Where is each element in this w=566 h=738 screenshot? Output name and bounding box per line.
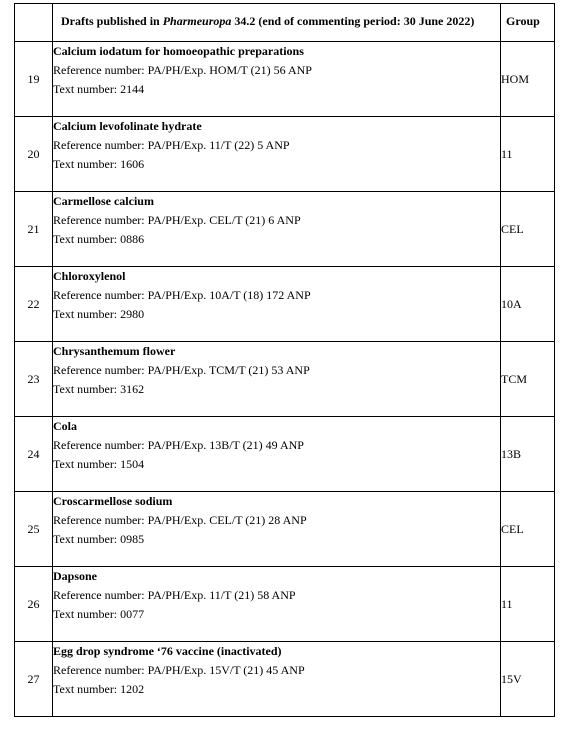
row-number: 25 [15,492,53,567]
row-title: Chrysanthemum flower [53,344,176,358]
row-description [53,192,501,267]
row-title: Chloroxylenol [53,269,126,283]
row-description [53,117,501,192]
row-text-number: Text number: 1202 [53,682,145,696]
row-number: 27 [15,642,53,717]
row-reference: Reference number: PA/PH/Exp. TCM/T (21) 53 ANP [53,363,310,377]
row-group: CEL [501,192,555,267]
header-title-cell [53,4,501,42]
row-description [53,42,501,117]
row-group: 11 [501,567,555,642]
row-reference: Reference number: PA/PH/Exp. HOM/T (21) 56 ANP [53,63,312,77]
table-row [15,117,555,192]
header-title-suffix: 34.2 (end of commenting period: 30 June 2022) [231,14,475,28]
drafts-table [14,3,555,717]
row-description [53,267,501,342]
row-group: TCM [501,342,555,417]
row-number: 22 [15,267,53,342]
table-row [15,192,555,267]
row-description [53,492,501,567]
row-number: 19 [15,42,53,117]
row-number: 23 [15,342,53,417]
row-text-number: Text number: 0077 [53,607,145,621]
row-reference: Reference number: PA/PH/Exp. CEL/T (21) 28 ANP [53,513,307,527]
row-reference: Reference number: PA/PH/Exp. 11/T (21) 58 ANP [53,588,296,602]
table-row [15,567,555,642]
row-text-number: Text number: 2144 [53,82,145,96]
table-row [15,492,555,567]
header-number-cell [15,4,53,42]
table-row [15,42,555,117]
table-row [15,342,555,417]
row-number: 24 [15,417,53,492]
row-title: Calcium levofolinate hydrate [53,119,202,133]
row-number: 26 [15,567,53,642]
row-group: CEL [501,492,555,567]
row-description [53,417,501,492]
row-group: 11 [501,117,555,192]
table-row [15,267,555,342]
row-group: HOM [501,42,555,117]
row-title: Dapsone [53,569,98,583]
table-header-row [15,4,555,42]
row-description [53,642,501,717]
row-reference: Reference number: PA/PH/Exp. CEL/T (21) 6 ANP [53,213,301,227]
header-group-cell: Group [501,4,555,42]
row-number: 20 [15,117,53,192]
row-group: 15V [501,642,555,717]
table-row [15,417,555,492]
row-text-number: Text number: 1606 [53,157,145,171]
row-reference: Reference number: PA/PH/Exp. 11/T (22) 5 ANP [53,138,290,152]
row-reference: Reference number: PA/PH/Exp. 13B/T (21) 49 ANP [53,438,304,452]
row-title: Croscarmellose sodium [53,494,173,508]
row-reference: Reference number: PA/PH/Exp. 10A/T (18) 172 ANP [53,288,311,302]
table-row [15,642,555,717]
row-title: Cola [53,419,77,433]
header-title-prefix: Drafts published in [61,14,163,28]
row-group: 13B [501,417,555,492]
row-text-number: Text number: 1504 [53,457,145,471]
row-text-number: Text number: 2980 [53,307,145,321]
row-title: Carmellose calcium [53,194,154,208]
row-group: 10A [501,267,555,342]
row-title: Egg drop syndrome ‘76 vaccine (inactivated) [53,644,282,658]
row-description [53,342,501,417]
row-text-number: Text number: 3162 [53,382,145,396]
row-number: 21 [15,192,53,267]
row-description [53,567,501,642]
row-title: Calcium iodatum for homoeopathic preparations [53,44,304,58]
row-reference: Reference number: PA/PH/Exp. 15V/T (21) 45 ANP [53,663,305,677]
row-text-number: Text number: 0985 [53,532,145,546]
row-text-number: Text number: 0886 [53,232,145,246]
header-title-italic: Pharmeuropa [162,14,232,28]
